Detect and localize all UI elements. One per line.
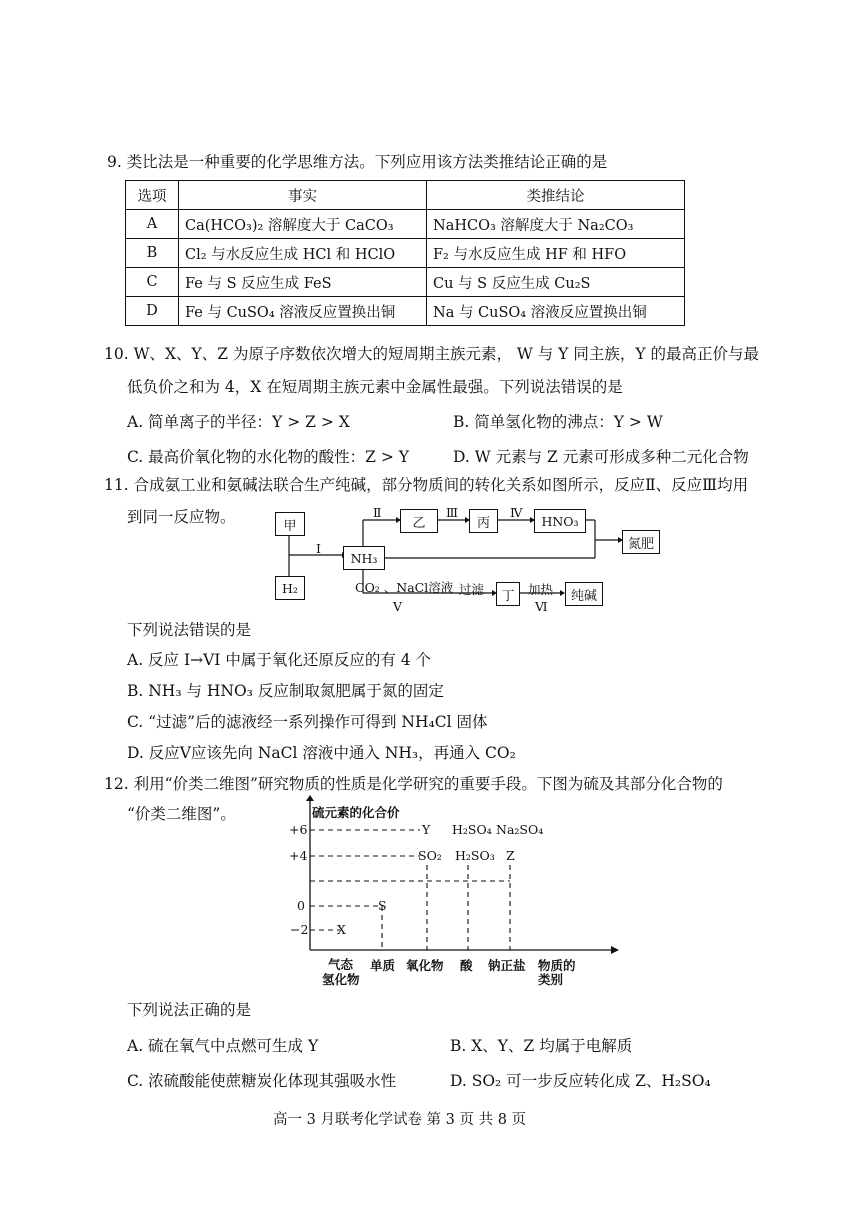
table-header-row [126, 181, 685, 210]
q11-line2: 到同一反应物。 [127, 508, 236, 526]
label-guolv: 过滤 [459, 582, 485, 597]
cell: D [126, 297, 179, 326]
q12-option-a: A. 硫在氧气中点燃可生成 Y [127, 1037, 319, 1055]
q10-line1: 10. W、X、Y、Z 为原子序数依次增大的短周期主族元素， W 与 Y 同主族，Y 的最高正价与最 [104, 345, 760, 363]
col-conclusion: 类推结论 [427, 181, 685, 210]
node-h2: H₂ [275, 576, 305, 600]
cell: NaHCO₃ 溶解度大于 Na₂CO₃ [427, 210, 685, 239]
point-s: S [378, 898, 387, 913]
page-footer: 高一 3 月联考化学试卷 第 3 页 共 8 页 [273, 1112, 527, 1128]
point-z: Z [506, 848, 515, 863]
xcat: 氧化物 [406, 958, 444, 973]
q10-option-b: B. 简单氢化物的沸点：Y > W [453, 413, 663, 431]
cell: F₂ 与水反应生成 HF 和 HFO [427, 239, 685, 268]
q9-stem: 9. 类比法是一种重要的化学思维方法。下列应用该方法类推结论正确的是 [107, 153, 608, 171]
q12-line1: 12. 利用“价类二维图”研究物质的性质是化学研究的重要手段。下图为硫及其部分化合物的 [104, 775, 723, 793]
q12-prompt: 下列说法正确的是 [127, 1001, 252, 1019]
q11-option-c: C. “过滤”后的滤液经一系列操作可得到 NH₄Cl 固体 [127, 713, 488, 731]
label-r6: Ⅵ [535, 599, 548, 614]
table-row [126, 297, 685, 326]
point-h2so4: H₂SO₄ [452, 822, 492, 837]
q11-prompt: 下列说法错误的是 [127, 621, 252, 639]
ytick: 0 [297, 898, 305, 913]
point-na2so4: Na₂SO₄ [496, 822, 544, 837]
cell: A [126, 210, 179, 239]
q12-option-b: B. X、Y、Z 均属于电解质 [450, 1037, 633, 1055]
ytick: −2 [290, 922, 309, 937]
cell: Fe 与 CuSO₄ 溶液反应置换出铜 [179, 297, 427, 326]
label-r2: Ⅱ [373, 505, 382, 520]
label-co2: CO₂ 、NaCl溶液 [355, 580, 454, 595]
q12-line2: “价类二维图”。 [127, 805, 236, 823]
label-jiare: 加热 [528, 582, 554, 597]
chart-ylabel: 硫元素的化合价 [312, 805, 400, 820]
xcat: 氢化物 [322, 972, 360, 987]
xcat: 类别 [538, 972, 564, 987]
q10-line2: 低负价之和为 4，X 在短周期主族元素中金属性最强。下列说法错误的是 [127, 378, 623, 396]
node-bing: 丙 [469, 509, 498, 533]
node-nh3: NH₃ [343, 546, 385, 570]
q9-table [125, 180, 685, 326]
table-row [126, 210, 685, 239]
label-r3: Ⅲ [446, 505, 459, 520]
ytick: +4 [289, 848, 308, 863]
q10-option-d: D. W 元素与 Z 元素可形成多种二元化合物 [453, 448, 749, 466]
q10-option-a: A. 简单离子的半径：Y > Z > X [127, 413, 350, 431]
label-r1: I [316, 541, 321, 556]
table-row [126, 268, 685, 297]
q11-option-a: A. 反应 I→VI 中属于氧化还原反应的有 4 个 [127, 651, 432, 669]
point-x: X [337, 922, 346, 937]
q11-line1: 11. 合成氨工业和氨碱法联合生产纯碱，部分物质间的转化关系如图所示，反应Ⅱ、反应Ⅲ均用 [104, 476, 749, 494]
node-danfei: 氮肥 [622, 530, 660, 554]
cell: Cl₂ 与水反应生成 HCl 和 HClO [179, 239, 427, 268]
node-ding: 丁 [496, 582, 520, 606]
node-chunjian: 纯碱 [565, 582, 603, 606]
label-r5: V [393, 599, 403, 614]
point-y: Y [422, 822, 431, 837]
q11-option-b: B. NH₃ 与 HNO₃ 反应制取氮肥属于氮的固定 [127, 682, 444, 700]
cell: C [126, 268, 179, 297]
col-option: 选项 [126, 181, 179, 210]
q11-option-d: D. 反应V应该先向 NaCl 溶液中通入 NH₃，再通入 CO₂ [127, 744, 516, 762]
node-yi: 乙 [400, 509, 438, 533]
node-jia: 甲 [275, 512, 305, 536]
label-r4: Ⅳ [510, 505, 523, 520]
cell: Fe 与 S 反应生成 FeS [179, 268, 427, 297]
cell: Cu 与 S 反应生成 Cu₂S [427, 268, 685, 297]
point-h2so3: H₂SO₃ [455, 848, 495, 863]
ytick: +6 [289, 822, 308, 837]
cell: B [126, 239, 179, 268]
q12-option-d: D. SO₂ 可一步反应转化成 Z、H₂SO₄ [450, 1072, 711, 1090]
xcat: 气态 [328, 957, 354, 972]
table-row [126, 239, 685, 268]
point-so2: SO₂ [418, 848, 442, 863]
xcat: 钠正盐 [488, 958, 526, 973]
cell: Ca(HCO₃)₂ 溶解度大于 CaCO₃ [179, 210, 427, 239]
xcat: 物质的 [538, 958, 576, 973]
xcat: 单质 [370, 958, 396, 973]
q10-option-c: C. 最高价氧化物的水化物的酸性：Z > Y [127, 448, 410, 466]
xcat: 酸 [460, 958, 473, 973]
cell: Na 与 CuSO₄ 溶液反应置换出铜 [427, 297, 685, 326]
node-hno3: HNO₃ [534, 509, 586, 533]
col-fact: 事实 [179, 181, 427, 210]
q12-option-c: C. 浓硫酸能使蔗糖炭化体现其强吸水性 [127, 1072, 397, 1090]
